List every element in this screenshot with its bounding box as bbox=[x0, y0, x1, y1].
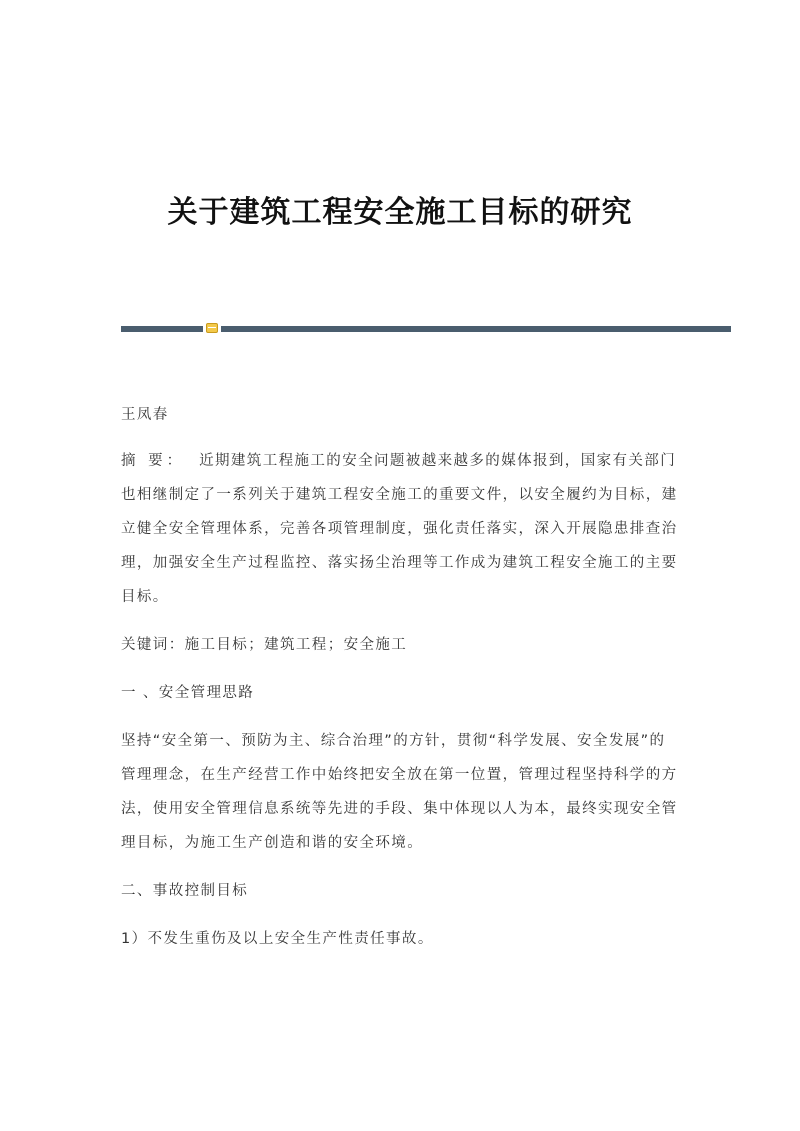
divider-left-bar bbox=[121, 326, 203, 332]
title-divider bbox=[121, 325, 731, 333]
section-heading-1: 一 、安全管理思路 bbox=[121, 685, 255, 701]
article-body bbox=[121, 398, 681, 970]
section-body-1: 坚持“安全第一、预防为主、综合治理”的方针，贯彻“科学发展、安全发展”的管理理念，在生产经营工作中始终把安全放在第一位置，管理过程坚持科学的方法，使用安全管理信息系统等先进的手段、集中体现以人为本，最终实现安全管理目标，为施工生产创造和谐的安全环境。 bbox=[121, 733, 678, 851]
divider-right-bar bbox=[221, 326, 731, 332]
keywords-paragraph bbox=[121, 628, 681, 662]
author-name: 王凤春 bbox=[121, 407, 169, 423]
page-title: 关于建筑工程安全施工目标的研究 bbox=[167, 195, 633, 230]
keywords-label: 关键词： bbox=[121, 637, 185, 653]
section-heading-2: 二、事故控制目标 bbox=[121, 883, 249, 899]
document-icon bbox=[206, 323, 218, 333]
abstract-text: 近期建筑工程施工的安全问题被越来越多的媒体报到，国家有关部门也相继制定了一系列关于建筑工程安全施工的重要文件，以安全履约为目标，建立健全安全管理体系，完善各项管理制度，强化责任落实，深入开展隐患排查治理，加强安全生产过程监控、落实扬尘治理等工作成为建筑工程安全施工的主要目标。 bbox=[121, 453, 678, 605]
section-body-2: 1）不发生重伤及以上安全生产性责任事故。 bbox=[121, 931, 434, 947]
abstract-paragraph bbox=[121, 444, 681, 614]
keywords-text: 施工目标；建筑工程；安全施工 bbox=[184, 637, 408, 653]
abstract-label: 摘 要： bbox=[121, 453, 186, 469]
